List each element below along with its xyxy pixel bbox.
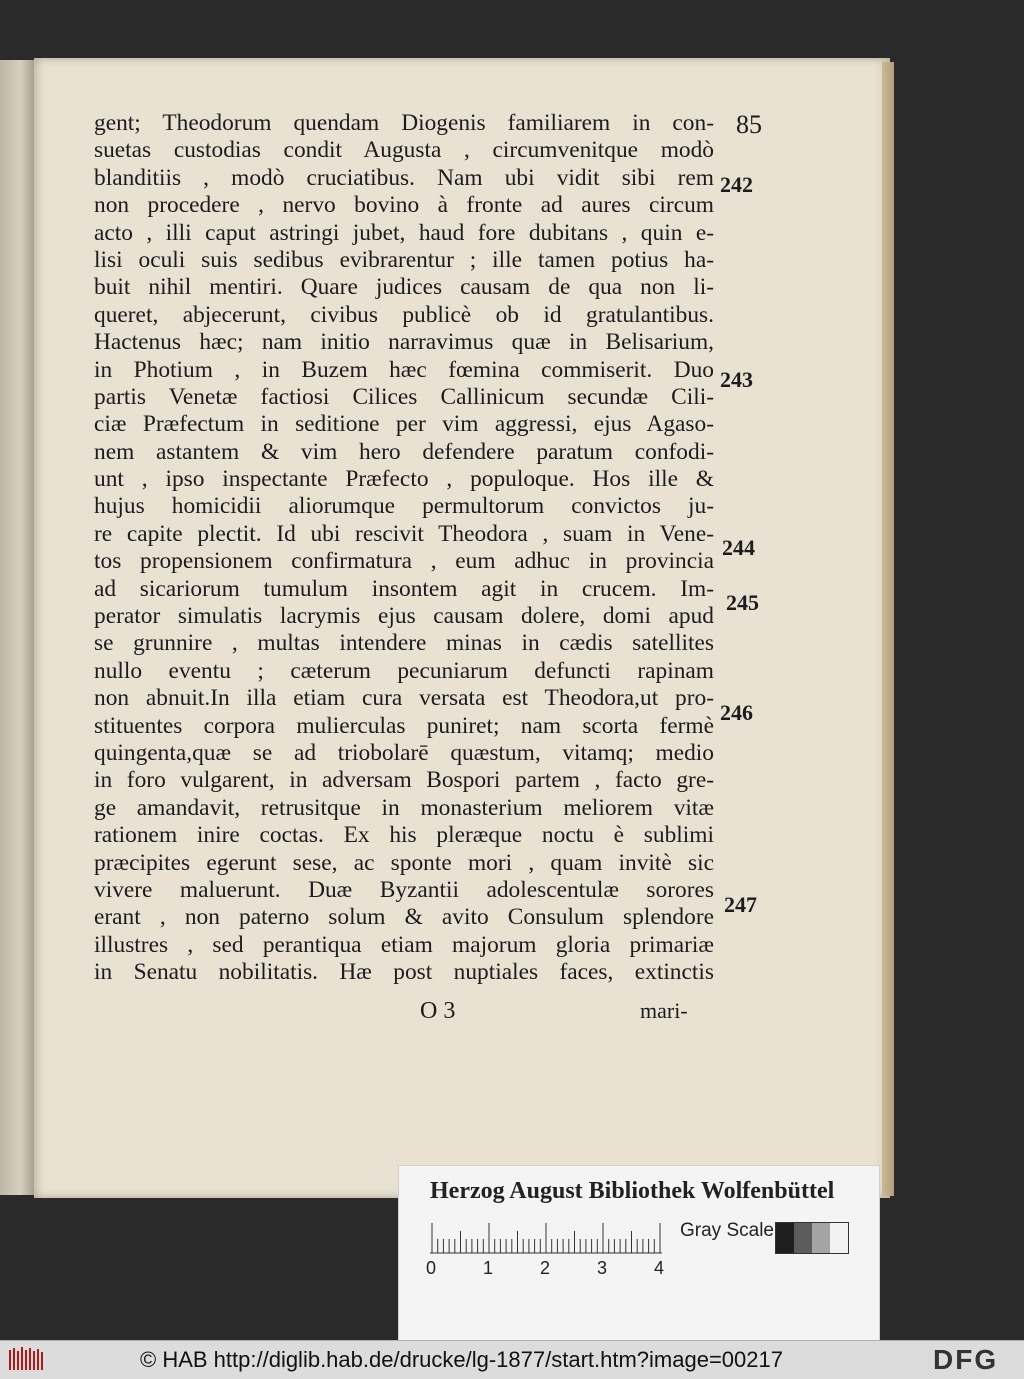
text-line: ge amandavit, retrusitque in monasterium meliorem vitæ: [94, 794, 714, 821]
gray-swatch: [776, 1223, 794, 1253]
ruler-scale: [430, 1222, 662, 1254]
text-line: se grunnire , multas intendere minas in cædis satellites: [94, 630, 714, 657]
text-line: suetas custodias condit Augusta , circumvenitque modò: [94, 137, 714, 164]
text-line: quingenta,quæ se ad triobolarē quæstum, vitamq; medio: [94, 739, 714, 766]
text-line: blanditiis , modò cruciatibus. Nam ubi vidit sibi rem: [94, 164, 714, 191]
text-line: unt , ipso inspectante Præfecto , populoque. Hos ille &: [94, 466, 714, 493]
signature-mark: O 3: [420, 998, 456, 1024]
text-line: acto , illi caput astringi jubet, haud fore dubitans , quin e-: [94, 219, 714, 246]
text-line: rationem inire coctas. Ex his pleræque noctu è sublimi: [94, 822, 714, 849]
ruler-number: 2: [540, 1258, 551, 1278]
text-line: non procedere , nervo bovino à fronte ad aures circum: [94, 192, 714, 219]
text-line: in Senatu nobilitatis. Hæ post nuptiales faces, extinctis: [94, 959, 714, 986]
gray-swatch: [812, 1223, 830, 1253]
hab-logo-icon: [8, 1346, 44, 1372]
text-line: tos propensionem confirmatura , eum adhuc in provincia: [94, 548, 714, 575]
text-line: nullo eventu ; cæterum pecuniarum defuncti rapinam: [94, 657, 714, 684]
text-line: buit nihil mentiri. Quare judices causam de qua non li-: [94, 274, 714, 301]
ruler-number: 4: [654, 1258, 665, 1278]
ruler-number: 1: [483, 1258, 494, 1278]
previous-page-edge: [0, 60, 34, 1195]
dfg-logo: DFG: [933, 1344, 999, 1375]
library-name: Herzog August Bibliothek Wolfenbüttel: [430, 1178, 835, 1204]
text-line: gent; Theodorum quendam Diogenis familiarem in con-: [94, 110, 714, 136]
text-line: perator simulatis lacrymis ejus causam dolere, domi apud: [94, 603, 714, 630]
gray-swatch: [830, 1223, 848, 1253]
footer-copyright-url: © HAB http://diglib.hab.de/drucke/lg-1877/start.htm?image=00217: [140, 1347, 783, 1372]
margin-number: 244: [722, 535, 755, 560]
text-line: lisi oculi suis sedibus evibrarentur ; ille tamen potius ha-: [94, 246, 714, 273]
text-line: erant , non paterno solum & avito Consulum splendore: [94, 904, 714, 931]
page-fore-edge: [882, 62, 894, 1196]
text-line: hujus homicidii aliorumque permultorum convictos ju-: [94, 493, 714, 520]
gray-scale-swatches: [775, 1222, 849, 1254]
margin-number: 246: [720, 700, 753, 725]
ruler-number: 0: [426, 1258, 437, 1278]
text-line: præcipites egerunt sese, ac sponte mori , quam invitè sic: [94, 849, 714, 876]
page-number: 85: [736, 110, 762, 139]
text-line: vivere maluerunt. Duæ Byzantii adolescentulæ sorores: [94, 876, 714, 903]
text-line: illustres , sed perantiqua etiam majorum gloria primariæ: [94, 931, 714, 958]
margin-number: 243: [720, 367, 753, 392]
margin-number: 242: [720, 172, 753, 197]
text-line: non abnuit.In illa etiam cura versata est Theodora,ut pro-: [94, 685, 714, 712]
page-text: [94, 110, 714, 987]
text-line: ad sicariorum tumulum insontem agit in crucem. Im-: [94, 575, 714, 602]
text-line: Hactenus hæc; nam initio narravimus quæ in Belisarium,: [94, 329, 714, 356]
text-line: in Photium , in Buzem hæc fœmina commiserit. Duo: [94, 356, 714, 383]
text-line: stituentes corpora mulierculas puniret; nam scorta fermè: [94, 712, 714, 739]
text-line: queret, abjecerunt, civibus publicè ob id gratulantibus.: [94, 301, 714, 328]
text-line: ciæ Præfectum in seditione per vim aggressi, ejus Agaso-: [94, 411, 714, 438]
gray-swatch: [794, 1223, 812, 1253]
margin-number: 247: [724, 892, 757, 917]
catchword: mari-: [640, 998, 688, 1023]
gray-scale-label: Gray Scale: [680, 1220, 774, 1241]
ruler-numbers: [424, 1258, 674, 1280]
text-line: nem astantem & vim hero defendere paratum confodi-: [94, 438, 714, 465]
ruler-number: 3: [597, 1258, 608, 1278]
text-line: partis Venetæ factiosi Cilices Callinicum secundæ Cili-: [94, 383, 714, 410]
margin-number: 245: [726, 590, 759, 615]
text-line: in foro vulgarent, in adversam Bospori partem , facto gre-: [94, 767, 714, 794]
text-line: re capite plectit. Id ubi rescivit Theodora , suam in Vene-: [94, 520, 714, 547]
